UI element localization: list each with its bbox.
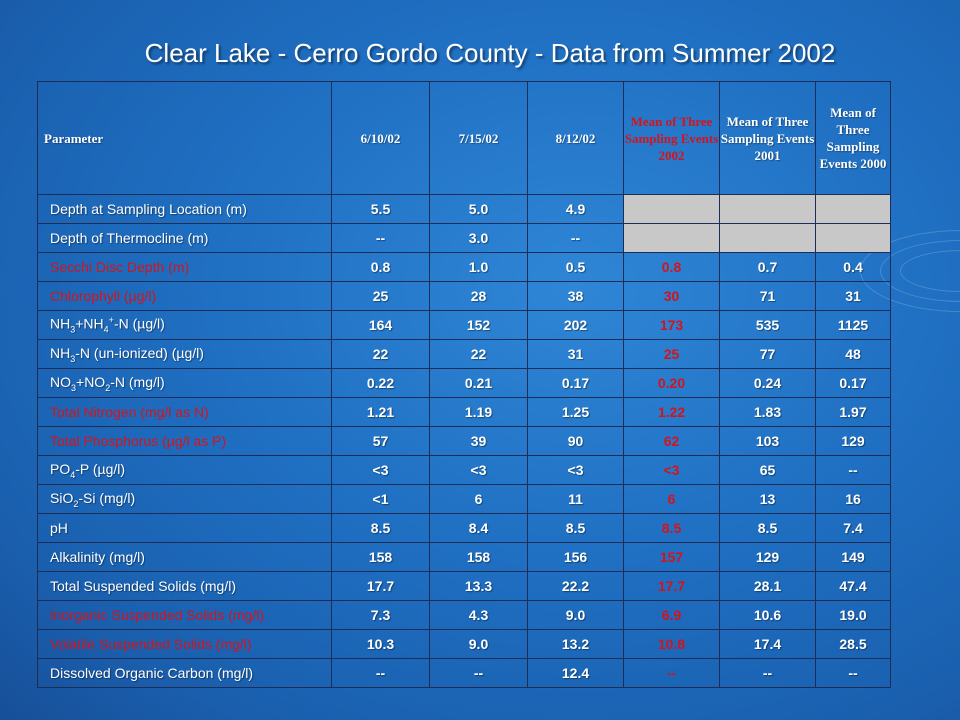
value-cell: 158 <box>430 543 528 572</box>
parameter-name: Secchi Disc Depth (m) <box>38 253 332 282</box>
value-cell: 38 <box>528 282 624 311</box>
value-cell: 28.1 <box>720 572 816 601</box>
value-cell: 1.22 <box>624 398 720 427</box>
parameter-name: SiO$_2$-Si (mg/l) <box>38 485 332 514</box>
value-cell: <3 <box>430 456 528 485</box>
value-cell <box>720 195 816 224</box>
value-cell: 48 <box>816 340 891 369</box>
value-cell: 9.0 <box>430 630 528 659</box>
table-row <box>38 195 891 224</box>
parameter-name: $NO_3+NO_2-N$ (mg/l) <box>38 369 332 398</box>
value-cell: 202 <box>528 311 624 340</box>
parameter-name: Chlorophyll (µg/l) <box>38 282 332 311</box>
table-row <box>38 282 891 311</box>
value-cell: 22 <box>430 340 528 369</box>
value-cell <box>624 195 720 224</box>
value-cell: 8.5 <box>528 514 624 543</box>
value-cell: 0.8 <box>332 253 430 282</box>
value-cell: 57 <box>332 427 430 456</box>
value-cell: 5.0 <box>430 195 528 224</box>
value-cell: 1.97 <box>816 398 891 427</box>
value-cell: 16 <box>816 485 891 514</box>
value-cell: 6 <box>624 485 720 514</box>
value-cell: 0.24 <box>720 369 816 398</box>
parameter-name: Dissolved Organic Carbon (mg/l) <box>38 659 332 688</box>
value-cell: 0.17 <box>816 369 891 398</box>
parameter-name: $PO_4-P$ (µg/l) <box>38 456 332 485</box>
value-cell: 152 <box>430 311 528 340</box>
value-cell: -- <box>430 659 528 688</box>
table-row <box>38 543 891 572</box>
value-cell: 129 <box>816 427 891 456</box>
value-cell: 90 <box>528 427 624 456</box>
value-cell: 0.4 <box>816 253 891 282</box>
header-mean-2001: Mean of Three Sampling Events 2001 <box>720 82 816 195</box>
header-date-1: 6/10/02 <box>332 82 430 195</box>
value-cell: 9.0 <box>528 601 624 630</box>
value-cell: 47.4 <box>816 572 891 601</box>
value-cell: 173 <box>624 311 720 340</box>
value-cell: 1.25 <box>528 398 624 427</box>
value-cell <box>624 224 720 253</box>
value-cell: 0.22 <box>332 369 430 398</box>
parameter-name: Alkalinity (mg/l) <box>38 543 332 572</box>
value-cell: 22 <box>332 340 430 369</box>
value-cell: 157 <box>624 543 720 572</box>
value-cell: 149 <box>816 543 891 572</box>
table-row <box>38 398 891 427</box>
parameter-name: Total Nitrogen (mg/l as N) <box>38 398 332 427</box>
parameter-name: Inorganic Suspended Solids (mg/l) <box>38 601 332 630</box>
value-cell: 103 <box>720 427 816 456</box>
table-row <box>38 572 891 601</box>
value-cell: <3 <box>332 456 430 485</box>
value-cell: 25 <box>332 282 430 311</box>
value-cell: 17.7 <box>624 572 720 601</box>
value-cell: 71 <box>720 282 816 311</box>
table-row <box>38 224 891 253</box>
table-row <box>38 630 891 659</box>
parameter-name: Depth at Sampling Location (m) <box>38 195 332 224</box>
table-row <box>38 253 891 282</box>
value-cell: 1.19 <box>430 398 528 427</box>
parameter-name: Total Phosphorus (µg/l as P) <box>38 427 332 456</box>
parameter-name: Volatile Suspended Solids (mg/l) <box>38 630 332 659</box>
value-cell: -- <box>816 456 891 485</box>
header-mean-2002: Mean of Three Sampling Events 2002 <box>624 82 720 195</box>
value-cell: 25 <box>624 340 720 369</box>
value-cell: 28.5 <box>816 630 891 659</box>
header-date-2: 7/15/02 <box>430 82 528 195</box>
value-cell: 65 <box>720 456 816 485</box>
value-cell: <3 <box>624 456 720 485</box>
value-cell: <1 <box>332 485 430 514</box>
parameter-name: Total Suspended Solids (mg/l) <box>38 572 332 601</box>
value-cell: 12.4 <box>528 659 624 688</box>
table-header-row <box>38 82 891 195</box>
table-row <box>38 427 891 456</box>
parameter-name: $NH_3+NH_4^+-N$ (µg/l) <box>38 311 332 340</box>
table-row <box>38 311 891 340</box>
value-cell: -- <box>720 659 816 688</box>
value-cell: 31 <box>528 340 624 369</box>
value-cell: 10.6 <box>720 601 816 630</box>
value-cell: 0.8 <box>624 253 720 282</box>
value-cell: 62 <box>624 427 720 456</box>
value-cell: 10.3 <box>332 630 430 659</box>
parameter-name: Depth of Thermocline (m) <box>38 224 332 253</box>
value-cell: 3.0 <box>430 224 528 253</box>
value-cell: 0.20 <box>624 369 720 398</box>
value-cell: 8.4 <box>430 514 528 543</box>
value-cell: 8.5 <box>720 514 816 543</box>
value-cell: 0.5 <box>528 253 624 282</box>
value-cell: 158 <box>332 543 430 572</box>
value-cell: 1125 <box>816 311 891 340</box>
value-cell: 31 <box>816 282 891 311</box>
value-cell: 17.4 <box>720 630 816 659</box>
value-cell: 28 <box>430 282 528 311</box>
value-cell: 8.5 <box>624 514 720 543</box>
value-cell: 535 <box>720 311 816 340</box>
value-cell: 1.21 <box>332 398 430 427</box>
value-cell: 1.0 <box>430 253 528 282</box>
value-cell: 7.4 <box>816 514 891 543</box>
value-cell: 5.5 <box>332 195 430 224</box>
table-row <box>38 601 891 630</box>
value-cell: 22.2 <box>528 572 624 601</box>
value-cell: 156 <box>528 543 624 572</box>
value-cell: 39 <box>430 427 528 456</box>
value-cell: 4.9 <box>528 195 624 224</box>
value-cell: 6.9 <box>624 601 720 630</box>
value-cell <box>720 224 816 253</box>
value-cell: 164 <box>332 311 430 340</box>
table-row <box>38 340 891 369</box>
value-cell: 10.8 <box>624 630 720 659</box>
table-row <box>38 659 891 688</box>
slide-title: Clear Lake - Cerro Gordo County - Data from Summer 2002 <box>144 38 836 68</box>
value-cell: 129 <box>720 543 816 572</box>
value-cell <box>816 195 891 224</box>
value-cell: 0.7 <box>720 253 816 282</box>
parameter-name: pH <box>38 514 332 543</box>
value-cell: 1.83 <box>720 398 816 427</box>
value-cell: 13 <box>720 485 816 514</box>
value-cell: 13.3 <box>430 572 528 601</box>
value-cell: 6 <box>430 485 528 514</box>
value-cell: 77 <box>720 340 816 369</box>
value-cell: 30 <box>624 282 720 311</box>
table-row <box>38 369 891 398</box>
value-cell: -- <box>816 659 891 688</box>
value-cell: 13.2 <box>528 630 624 659</box>
value-cell: 17.7 <box>332 572 430 601</box>
value-cell: 0.21 <box>430 369 528 398</box>
value-cell: 0.17 <box>528 369 624 398</box>
water-quality-table <box>37 81 891 688</box>
table-row <box>38 485 891 514</box>
table-row <box>38 456 891 485</box>
value-cell: 7.3 <box>332 601 430 630</box>
parameter-name: $NH_3-N$ (un-ionized) (µg/l) <box>38 340 332 369</box>
value-cell: <3 <box>528 456 624 485</box>
header-date-3: 8/12/02 <box>528 82 624 195</box>
value-cell: 19.0 <box>816 601 891 630</box>
header-mean-2000: Mean of Three Sampling Events 2000 <box>816 82 891 195</box>
value-cell <box>816 224 891 253</box>
value-cell: 4.3 <box>430 601 528 630</box>
value-cell: -- <box>624 659 720 688</box>
value-cell: -- <box>332 224 430 253</box>
table-row <box>38 514 891 543</box>
value-cell: 8.5 <box>332 514 430 543</box>
value-cell: 11 <box>528 485 624 514</box>
value-cell: -- <box>332 659 430 688</box>
value-cell: -- <box>528 224 624 253</box>
header-parameter: Parameter <box>38 82 332 195</box>
